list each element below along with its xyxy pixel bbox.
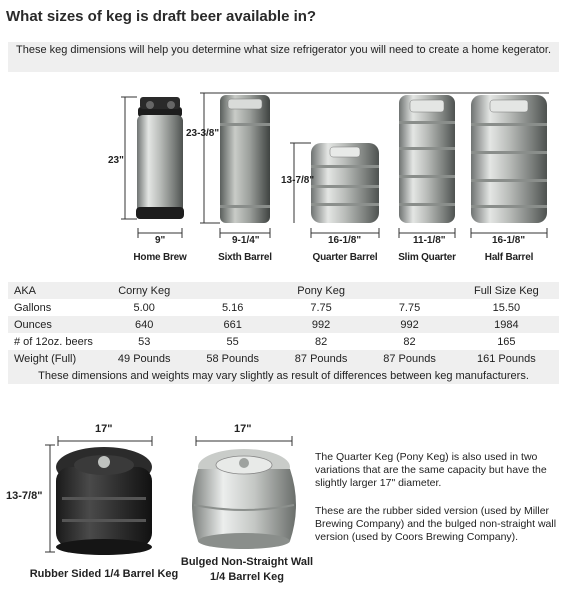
page-title: What sizes of keg is draft beer available in?	[6, 8, 317, 25]
table-row	[8, 333, 559, 350]
table-cell: 1984	[454, 316, 559, 333]
table-cell: 49 Pounds	[100, 350, 188, 367]
table-cell: 53	[100, 333, 188, 350]
quarter-barrel-width: 16-1/8"	[328, 235, 362, 246]
table-cell: 661	[188, 316, 276, 333]
slim-quarter-label: Slim Quarter	[398, 252, 456, 263]
row-label: # of 12oz. beers	[8, 333, 100, 350]
table-cell: 82	[277, 333, 365, 350]
quarter-barrel-keg	[311, 143, 379, 223]
table-row	[8, 299, 559, 316]
table-row	[8, 350, 559, 367]
home-brew-keg	[136, 97, 184, 219]
table-cell: Pony Keg	[277, 282, 365, 299]
rubber-sided-keg	[56, 447, 152, 555]
table-cell: 55	[188, 333, 276, 350]
half-barrel-label: Half Barrel	[484, 252, 534, 263]
keg-spec-table	[8, 282, 559, 384]
rubber-keg-width: 17"	[95, 423, 113, 435]
intro-text: These keg dimensions will help you determine what size refrigerator you will need to create a home kegerator.	[8, 42, 559, 72]
table-row	[8, 316, 559, 333]
half-barrel-keg	[471, 95, 547, 223]
sixth-barrel-label: Sixth Barrel	[218, 252, 272, 263]
bulged-keg	[192, 449, 296, 549]
half-barrel-width: 16-1/8"	[492, 235, 526, 246]
table-cell	[365, 282, 453, 299]
table-cell: 58 Pounds	[188, 350, 276, 367]
table-cell: 992	[365, 316, 453, 333]
table-cell: 5.00	[100, 299, 188, 316]
variants-description-1: The Quarter Keg (Pony Keg) is also used in two variations that are the same capacity but have the slightly larger 17" diameter.	[315, 451, 547, 489]
table-cell: 5.16	[188, 299, 276, 316]
rubber-keg-height: 13-7/8"	[6, 490, 43, 502]
table-cell	[188, 282, 276, 299]
row-label: Gallons	[8, 299, 100, 316]
table-cell: 161 Pounds	[454, 350, 559, 367]
table-cell: 87 Pounds	[365, 350, 453, 367]
table-note: These dimensions and weights may vary slightly as result of differences between keg manufacturers.	[8, 367, 559, 384]
table-row	[8, 282, 559, 299]
rubber-keg-caption: Rubber Sided 1/4 Barrel Keg	[29, 568, 179, 580]
table-cell: 82	[365, 333, 453, 350]
quarter-barrel-label: Quarter Barrel	[312, 252, 378, 263]
variants-description-2: These are the rubber sided version (used by Miller Brewing Company) and the bulged non-straight wall version (used by Coors Brewing Company).	[315, 505, 557, 543]
bulged-keg-caption-line1: Bulged Non-Straight Wall	[180, 556, 314, 568]
home-brew-width: 9"	[155, 235, 166, 246]
home-brew-label: Home Brew	[133, 252, 187, 263]
table-cell: 15.50	[454, 299, 559, 316]
row-label: AKA	[8, 282, 100, 299]
table-cell: 7.75	[365, 299, 453, 316]
row-label: Ounces	[8, 316, 100, 333]
quarter-barrel-height: 13-7/8"	[281, 175, 315, 186]
slim-quarter-keg	[399, 95, 455, 223]
sixth-barrel-width: 9-1/4"	[232, 235, 260, 246]
table-cell: 992	[277, 316, 365, 333]
bulged-keg-caption-line2: 1/4 Barrel Keg	[210, 571, 284, 583]
keg-lineup	[0, 85, 569, 270]
bulged-keg-width: 17"	[234, 423, 252, 435]
slim-quarter-width: 11-1/8"	[413, 235, 446, 246]
sixth-barrel-height: 23-3/8"	[186, 128, 220, 139]
table-cell: 87 Pounds	[277, 350, 365, 367]
table-cell: Full Size Keg	[454, 282, 559, 299]
home-brew-height: 23"	[108, 155, 124, 166]
table-cell: 165	[454, 333, 559, 350]
table-note-row	[8, 367, 559, 384]
sixth-barrel-keg	[220, 95, 270, 223]
table-cell: 640	[100, 316, 188, 333]
row-label: Weight (Full)	[8, 350, 100, 367]
table-cell: 7.75	[277, 299, 365, 316]
table-cell: Corny Keg	[100, 282, 188, 299]
